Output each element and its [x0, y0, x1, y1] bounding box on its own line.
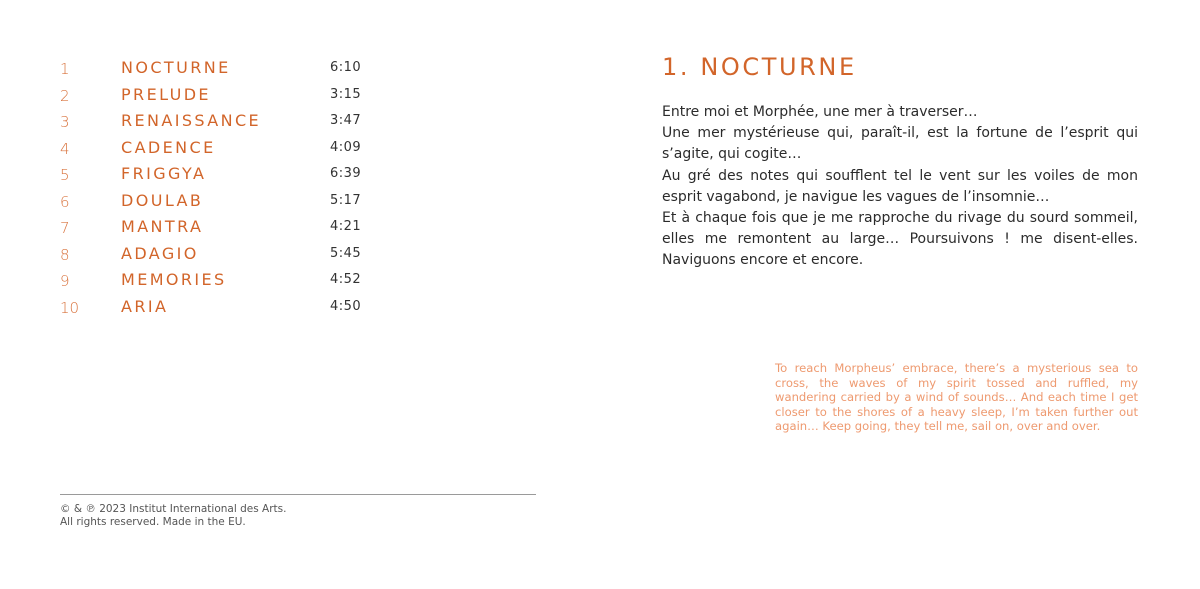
french-paragraph: Au gré des notes qui soufflent tel le vent sur les voiles de mon esprit vagabond, je navigue les vagues de l’insomnie…	[662, 167, 1138, 205]
track-duration: 3:15	[330, 86, 362, 102]
track-duration: 5:17	[330, 192, 362, 208]
track-title: ADAGIO	[121, 243, 199, 263]
track-duration: 4:50	[330, 298, 362, 314]
track-title: MANTRA	[121, 217, 204, 236]
french-paragraph: Entre moi et Morphée, une mer à traverser…	[662, 104, 978, 120]
french-paragraph: Et à chaque fois que je me rapproche du rivage du sourd sommeil, elles me remontent au large… Poursuivons ! me disent-elles. Naviguons encore et encore.	[662, 210, 1138, 269]
track-title: ARIA	[121, 296, 169, 316]
track-duration: 4:52	[330, 272, 362, 287]
track-number: 5	[60, 166, 70, 184]
track-duration: 6:10	[330, 60, 362, 75]
track-title: DOULAB	[121, 190, 204, 210]
track-title: FRIGGYA	[121, 164, 207, 183]
french-paragraph: Une mer mystérieuse qui, paraît-il, est la fortune de l’esprit qui s’agite, qui cogite…	[662, 125, 1138, 163]
track-row	[60, 217, 390, 244]
track-number: 4	[60, 139, 70, 158]
track-row	[60, 138, 390, 165]
track-duration: 6:39	[330, 166, 362, 181]
track-title: CADENCE	[121, 137, 216, 157]
track-duration: 3:47	[330, 113, 362, 128]
footer-divider	[60, 494, 536, 495]
track-number: 2	[60, 86, 70, 105]
track-number: 6	[60, 192, 70, 211]
copyright-line: © & ℗ 2023 Institut International des Arts.	[60, 503, 287, 515]
liner-heading: 1. NOCTURNE	[662, 53, 857, 81]
track-duration: 4:21	[330, 219, 362, 234]
track-number: 9	[60, 272, 70, 290]
track-number: 10	[60, 298, 80, 317]
track-number: 3	[60, 113, 70, 131]
track-row	[60, 270, 390, 297]
track-row	[60, 164, 390, 191]
track-row	[60, 191, 390, 218]
liner-notes-page	[600, 0, 1200, 589]
track-duration: 5:45	[330, 245, 362, 261]
english-liner-text: To reach Morpheus’ embrace, there’s a mysterious sea to cross, the waves of my spirit tossed and ruffled, my wandering carried by a wind of sounds… And each time I get closer to the shores of a heavy sleep, I’m taken further out again… Keep going, they tell me, sail on, over and over.	[775, 361, 1138, 434]
track-row	[60, 58, 390, 85]
track-title: PRELUDE	[121, 84, 211, 104]
track-title: RENAISSANCE	[121, 111, 262, 130]
track-row	[60, 111, 390, 138]
track-title: NOCTURNE	[121, 58, 231, 77]
track-duration: 4:09	[330, 139, 362, 155]
track-row	[60, 297, 390, 324]
track-number: 1	[60, 60, 70, 78]
french-liner-text	[662, 102, 1138, 272]
track-row	[60, 244, 390, 271]
rights-line: All rights reserved. Made in the EU.	[60, 516, 246, 528]
track-row	[60, 85, 390, 112]
track-number: 8	[60, 245, 70, 264]
tracklist	[60, 58, 390, 323]
track-number: 7	[60, 219, 70, 237]
copyright-notice	[60, 503, 286, 529]
track-title: MEMORIES	[121, 270, 227, 289]
